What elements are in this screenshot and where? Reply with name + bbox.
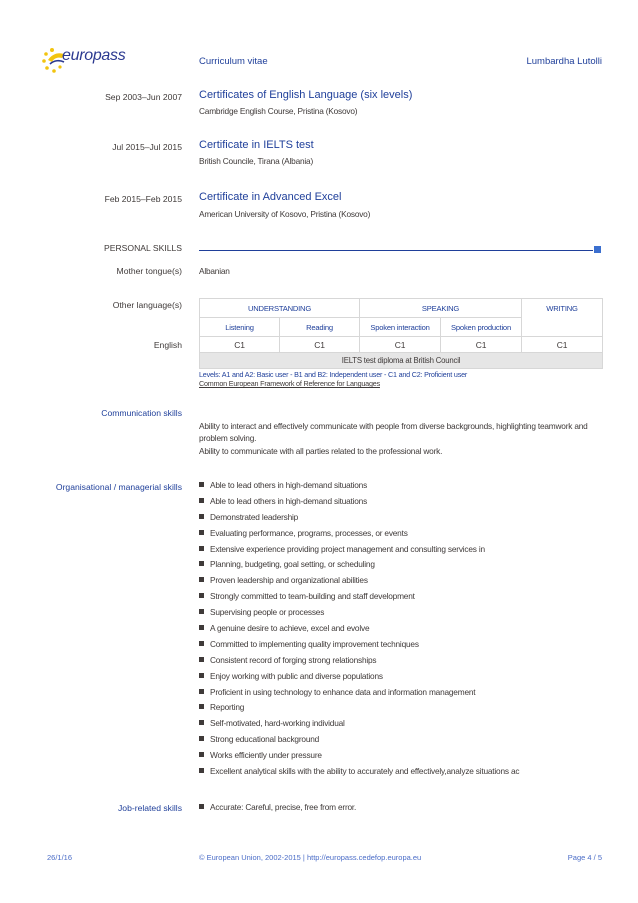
list-item: Extensive experience providing project management and consulting services in <box>199 544 519 560</box>
bullet-icon <box>199 625 204 630</box>
list-item: Proficient in using technology to enhance data and information management <box>199 687 519 703</box>
communication-text-2: Ability to communicate with all parties related to the professional work. <box>199 446 443 456</box>
list-item: Works efficiently under pressure <box>199 750 519 766</box>
mother-tongue-label: Mother tongue(s) <box>116 266 182 276</box>
edu-org-3: American University of Kosovo, Pristina (Kosovo) <box>199 209 371 219</box>
language-table <box>199 298 603 369</box>
bullet-icon <box>199 530 204 535</box>
understanding-header: UNDERSTANDING <box>200 299 360 318</box>
europass-logo-text: europass <box>62 47 126 64</box>
document-title: Curriculum vitae <box>199 56 268 67</box>
bullet-icon <box>199 482 204 487</box>
bullet-icon <box>199 577 204 582</box>
spoken-interaction-level: C1 <box>360 337 441 353</box>
list-item: A genuine desire to achieve, excel and evolve <box>199 623 519 639</box>
communication-label: Communication skills <box>101 408 182 418</box>
speaking-header: SPEAKING <box>360 299 522 318</box>
cefr-link[interactable]: Common European Framework of Reference for Languages <box>199 379 380 388</box>
listening-level: C1 <box>200 337 280 353</box>
edu-title-2: Certificate in IELTS test <box>199 139 314 151</box>
bullet-icon <box>199 673 204 678</box>
list-item: Able to lead others in high-demand situations <box>199 496 519 512</box>
levels-note <box>199 370 467 388</box>
edu-dates-1: Sep 2003–Jun 2007 <box>105 92 182 102</box>
edu-org-1: Cambridge English Course, Pristina (Kosovo) <box>199 106 358 116</box>
job-related-label: Job-related skills <box>118 803 182 813</box>
list-item: Accurate: Careful, precise, free from error. <box>199 802 356 818</box>
bullet-icon <box>199 593 204 598</box>
list-item: Enjoy working with public and diverse populations <box>199 671 519 687</box>
communication-text-1: Ability to interact and effectively communicate with people from diverse backgrounds, highlighting teamwork and problem solving. <box>199 421 588 443</box>
list-item: Supervising people or processes <box>199 607 519 623</box>
bullet-icon <box>199 768 204 773</box>
mother-tongue-value: Albanian <box>199 266 230 276</box>
writing-header: WRITING <box>522 299 603 337</box>
bullet-icon <box>199 689 204 694</box>
list-item: Reporting <box>199 702 519 718</box>
bullet-icon <box>199 704 204 709</box>
list-item: Self-motivated, hard-working individual <box>199 718 519 734</box>
language-certificate: IELTS test diploma at British Council <box>200 353 603 369</box>
footer-copyright[interactable]: © European Union, 2002-2015 | http://europass.cedefop.europa.eu <box>199 853 422 862</box>
bullet-icon <box>199 657 204 662</box>
spoken-production-level: C1 <box>441 337 522 353</box>
other-languages-label: Other language(s) <box>112 300 182 310</box>
bullet-icon <box>199 720 204 725</box>
bullet-icon <box>199 752 204 757</box>
edu-org-2: British Councile, Tirana (Albania) <box>199 156 314 166</box>
list-item: Able to lead others in high-demand situations <box>199 480 519 496</box>
footer-date: 26/1/16 <box>47 853 73 862</box>
list-item: Consistent record of forging strong relationships <box>199 655 519 671</box>
reading-header: Reading <box>280 318 360 337</box>
bullet-icon <box>199 641 204 646</box>
organisational-label: Organisational / managerial skills <box>55 482 182 492</box>
reading-level: C1 <box>280 337 360 353</box>
edu-dates-2: Jul 2015–Jul 2015 <box>112 142 182 152</box>
bullet-icon <box>199 736 204 741</box>
edu-dates-3: Feb 2015–Feb 2015 <box>104 194 182 204</box>
list-item: Demonstrated leadership <box>199 512 519 528</box>
person-name: Lumbardha Lutolli <box>526 56 602 67</box>
list-item: Excellent analytical skills with the ability to accurately and effectively,analyze situations ac <box>199 766 519 782</box>
edu-title-1: Certificates of English Language (six levels) <box>199 89 413 101</box>
bullet-icon <box>199 514 204 519</box>
levels-legend: Levels: A1 and A2: Basic user - B1 and B2: Independent user - C1 and C2: Proficient user <box>199 370 468 379</box>
section-marker-icon <box>594 246 601 253</box>
list-item: Committed to implementing quality improvement techniques <box>199 639 519 655</box>
bullet-icon <box>199 609 204 614</box>
spoken-production-header: Spoken production <box>441 318 522 337</box>
section-divider <box>199 250 593 251</box>
bullet-icon <box>199 546 204 551</box>
list-item: Proven leadership and organizational abilities <box>199 575 519 591</box>
bullet-icon <box>199 561 204 566</box>
writing-level: C1 <box>522 337 603 353</box>
bullet-icon <box>199 804 204 809</box>
list-item: Evaluating performance, programs, processes, or events <box>199 528 519 544</box>
list-item: Strongly committed to team-building and staff development <box>199 591 519 607</box>
organisational-list <box>199 480 519 782</box>
footer-page-number: Page 4 / 5 <box>567 853 602 862</box>
list-item: Planning, budgeting, goal setting, or scheduling <box>199 559 519 575</box>
job-related-list <box>199 802 356 818</box>
bullet-icon <box>199 498 204 503</box>
spoken-interaction-header: Spoken interaction <box>360 318 441 337</box>
list-item: Strong educational background <box>199 734 519 750</box>
edu-title-3: Certificate in Advanced Excel <box>199 191 342 203</box>
language-name: English <box>153 340 182 350</box>
listening-header: Listening <box>200 318 280 337</box>
personal-skills-heading: PERSONAL SKILLS <box>103 243 182 253</box>
